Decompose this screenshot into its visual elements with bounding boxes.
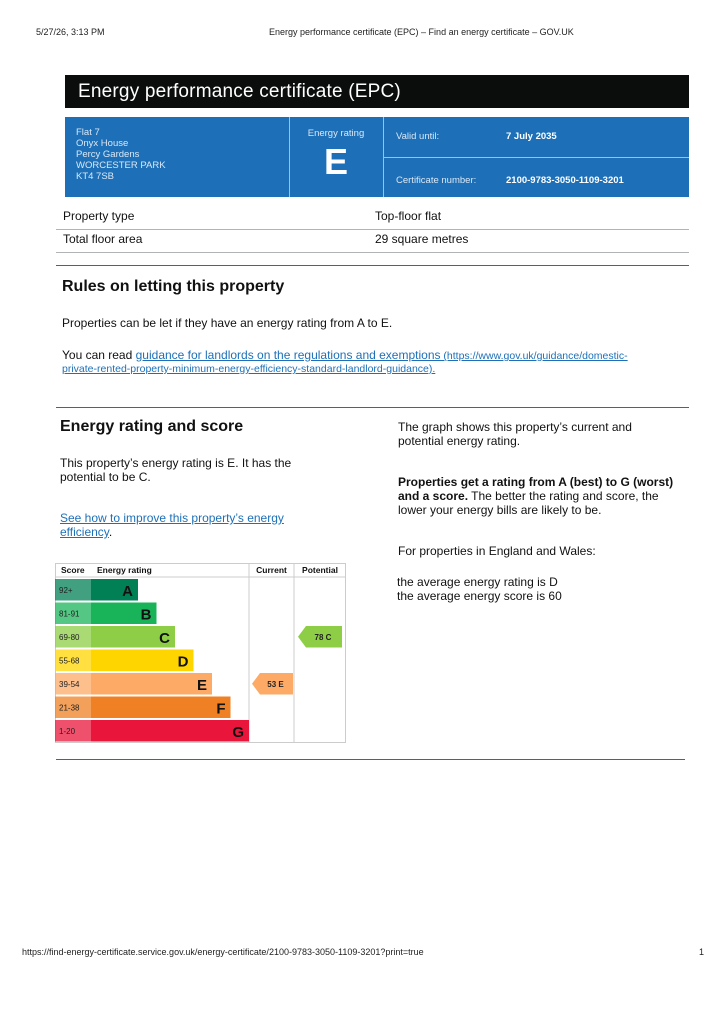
row-divider <box>56 229 689 230</box>
landlord-guidance-url[interactable]: (https://www.gov.uk/guidance/domestic- <box>440 350 628 362</box>
landlord-guidance-url-line2[interactable]: private-rented-property-minimum-energy-efficiency-standard-landlord-guidance). <box>62 363 436 375</box>
rating-band-letter: B <box>140 606 152 624</box>
certificate-number-label: Certificate number: <box>396 175 477 186</box>
address-line: KT4 7SB <box>76 171 115 182</box>
letting-rules-text: Properties can be let if they have an energy rating from A to E. <box>62 316 393 330</box>
address-line: Flat 7 <box>76 127 100 138</box>
address-line: Percy Gardens <box>76 149 140 160</box>
rating-summary-line: potential to be C. <box>60 470 151 484</box>
property-type-value: Top-floor flat <box>375 209 442 223</box>
valid-until-label: Valid until: <box>396 131 440 142</box>
improve-efficiency-link[interactable]: See how to improve this property’s energy <box>60 511 284 525</box>
score-band-label: 69-80 <box>59 633 80 642</box>
rating-band-letter: A <box>122 583 133 600</box>
rating-scale-text <box>398 489 659 503</box>
rating-scale-text: lower your energy bills are likely to be. <box>398 503 602 517</box>
rating-band-bar <box>91 720 249 742</box>
potential-rating-label: 78 C <box>314 633 332 642</box>
energy-score-heading: Energy rating and score <box>60 418 244 435</box>
print-datetime: 5/27/26, 3:13 PM <box>36 27 105 37</box>
score-band-label: 55-68 <box>59 656 80 666</box>
rating-summary-line: This property’s energy rating is E. It has the <box>60 456 292 470</box>
panel-divider <box>383 157 689 158</box>
letting-rules-heading: Rules on letting this property <box>62 278 285 295</box>
floor-area-label: Total floor area <box>63 232 143 246</box>
improve-efficiency-link-text[interactable]: efficiency <box>60 525 109 539</box>
section-divider <box>56 407 689 408</box>
score-column-header: Score <box>61 565 85 575</box>
rating-band-letter: E <box>196 677 207 694</box>
section-divider <box>56 759 685 760</box>
print-page-title: Energy performance certificate (EPC) – Find an energy certificate – GOV.UK <box>269 27 574 37</box>
potential-column-header: Potential <box>302 565 338 575</box>
address-line: WORCESTER PARK <box>76 160 166 171</box>
page-number: 1 <box>699 947 705 957</box>
graph-explanation: potential energy rating. <box>398 434 521 448</box>
guidance-prefix: You can read <box>62 348 136 362</box>
property-type-label: Property type <box>63 209 135 223</box>
rating-band-letter: C <box>159 630 170 647</box>
rating-band-bar <box>91 673 212 695</box>
improve-efficiency-link-line2[interactable]: efficiency. <box>60 525 113 539</box>
score-band-label: 1-20 <box>59 727 76 736</box>
landlord-guidance-link[interactable]: guidance for landlords on the regulations and exemptions <box>135 348 441 362</box>
score-band-label: 39-54 <box>59 680 80 689</box>
average-rating: the average energy rating is D <box>397 575 558 589</box>
region-text: For properties in England and Wales: <box>398 544 596 558</box>
rating-scale-text: Properties get a rating from A (best) to G (worst) <box>398 475 674 489</box>
rating-scale-rest: The better the rating and score, the <box>468 489 659 503</box>
score-band-label: 81-91 <box>59 609 80 619</box>
current-rating-label: 53 E <box>267 680 284 689</box>
score-band-label: 92+ <box>59 586 73 595</box>
score-band-label: 21-38 <box>59 703 80 713</box>
rating-band-letter: G <box>232 724 244 741</box>
rating-band-bar <box>91 697 231 719</box>
average-score: the average energy score is 60 <box>397 589 562 603</box>
page-title: Energy performance certificate (EPC) <box>65 75 689 108</box>
energy-rating-label: Energy rating <box>307 128 365 139</box>
graph-explanation: The graph shows this property’s current and <box>398 420 632 434</box>
floor-area-value: 29 square metres <box>375 232 469 246</box>
certificate-number-value: 2100-9783-3050-1109-3201 <box>506 175 624 186</box>
current-column-header: Current <box>256 565 287 575</box>
energy-rating-letter: E <box>323 141 348 182</box>
address-line: Onyx House <box>76 138 129 149</box>
section-divider <box>56 265 689 266</box>
rating-column-header: Energy rating <box>97 565 152 575</box>
landlord-guidance-paragraph <box>62 348 702 363</box>
print-url: https://find-energy-certificate.service.gov.uk/energy-certificate/2100-9783-3050-1109-3201?print=true <box>22 947 424 957</box>
row-divider <box>56 252 689 253</box>
energy-rating-chart <box>55 563 346 743</box>
rating-band-letter: F <box>216 700 226 718</box>
valid-until-value: 7 July 2035 <box>506 131 557 142</box>
rating-scale-bold: and a score. <box>398 489 469 503</box>
certificate-summary-panel <box>65 117 689 197</box>
rating-band-letter: D <box>177 653 189 671</box>
property-address <box>76 127 166 182</box>
